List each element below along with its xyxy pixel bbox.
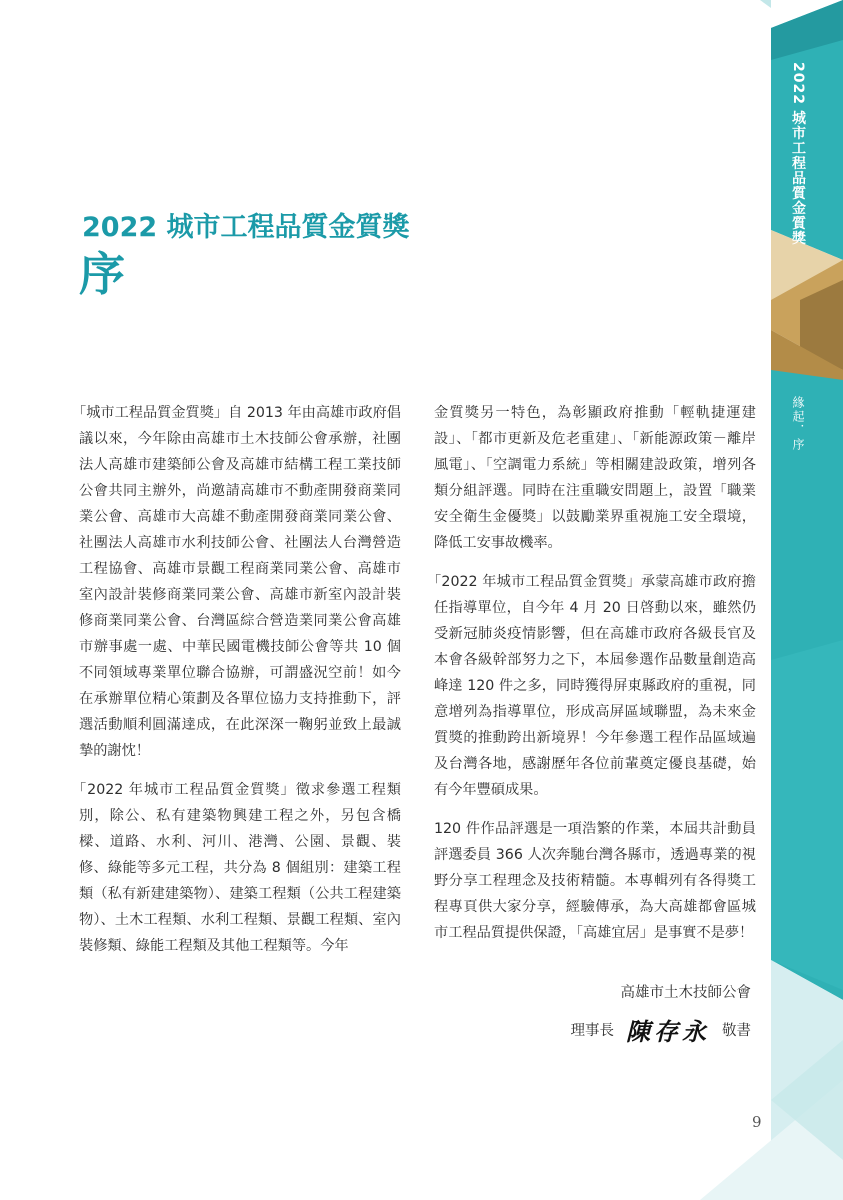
document-heading: 序 — [79, 247, 125, 301]
signature-name: 陳存永 — [626, 1017, 710, 1046]
side-tab-section: 緣起．序 — [791, 396, 805, 452]
body-column-left — [72, 400, 401, 972]
side-tab-title: 2022 城市工程品質金質獎 — [790, 62, 806, 246]
body-column-right — [427, 400, 756, 959]
paragraph: 「城市工程品質金質獎」自 2013 年由高雄市政府倡議以來，今年除由高雄市土木技師公會承辦，社團法人高雄市建築師公會及高雄市結構工程工業技師公會共同主辦外，尚邀請高雄市不動產開發商業同業公會、高雄市大高雄不動產開發商業同業公會、社團法人高雄市水利技師公會、社團法人台灣營造工程協會、高雄市景觀工程商業同業公會、高雄市室內設計裝修商業同業公會、高雄市新室內設計裝修商業同業公會、台灣區綜合營造業同業公會高雄市辦事處一處、中華民國電機技師公會等共 10 個不同領域專業單位聯合協辦，可謂盛況空前！如今在承辦單位精心策劃及各單位協力支持推動下，評選活動順利圓滿達成，在此深深一鞠躬並致上最誠摯的謝忱！ — [72, 405, 401, 759]
signature-role: 理事長 — [570, 1023, 614, 1039]
paragraph: 「2022 年城市工程品質金質獎」承蒙高雄市政府擔任指導單位，自今年 4 月 20 日啓動以來，雖然仍受新冠肺炎疫情影響，但在高雄市政府各級長官及本會各級幹部努力之下，本屆參選作品數量創造高峰達 120 件之多，同時獲得屏東縣政府的重視，同意增列為指導單位，形成高屏區域聯盟，為未來金質獎的推動跨出新境界！今年參選工程作品區域遍及台灣各地，感謝歷年各位前輩奠定優良基礎，始有今年豐碩成果。 — [427, 574, 756, 798]
side-tab-teal-lower-dark — [771, 640, 843, 990]
paragraph: 金質獎另一特色，為彰顯政府推動「輕軌捷運建設」、「都市更新及危老重建」、「新能源政策－離岸風電」、「空調電力系統」等相關建設政策，增列各類分組評選。同時在注重職安問題上，設置「職業安全衛生金優獎」以鼓勵業界重視施工安全環境，降低工安事故機率。 — [434, 405, 756, 551]
signature-line — [451, 1012, 751, 1047]
page-number: 9 — [752, 1113, 762, 1131]
signature-organization: 高雄市土木技師公會 — [620, 985, 751, 1001]
paragraph: 120 件作品評選是一項浩繁的作業，本屆共計動員評選委員 366 人次奔馳台灣各縣市，透過專業的視野分享工程理念及技術精髓。本專輯列有各得獎工程專頁供大家分享，經驗傳承，為大高雄都會區城市工程品質提供保證，「高雄宜居」是事實不是夢！ — [434, 821, 756, 941]
signature-closing: 敬書 — [722, 1023, 751, 1039]
document-title: 2022 城市工程品質金質獎 — [82, 212, 410, 243]
signature-block — [451, 980, 751, 1047]
paragraph: 「2022 年城市工程品質金質獎」徵求參選工程類別，除公、私有建築物興建工程之外，另包含橋樑、道路、水利、河川、港灣、公園、景觀、裝修、綠能等多元工程，共分為 8 個組別：建築工程類（私有新建建築物）、建築工程類（公共工程建築物）、土木工程類、水利工程類、景觀工程類、室內裝修類、綠能工程類及其他工程類等。今年 — [72, 782, 401, 954]
